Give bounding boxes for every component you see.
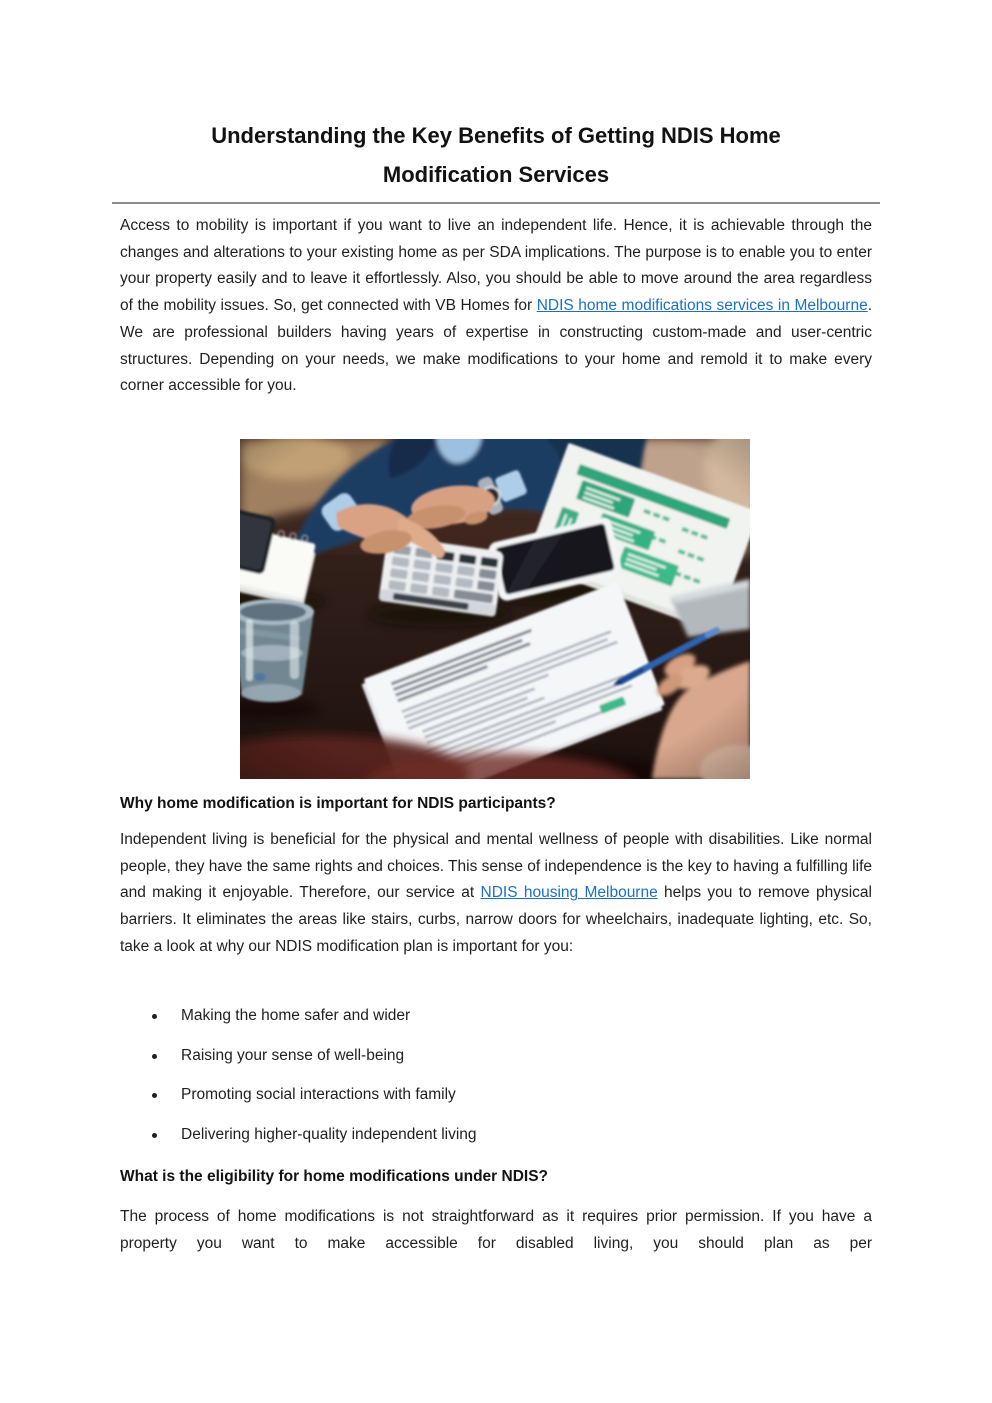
page-title-line-2: Modification Services xyxy=(382,162,610,187)
bullet-icon xyxy=(152,1133,157,1138)
list-item-independent-living xyxy=(120,1122,872,1149)
benefits-list xyxy=(120,1003,872,1162)
bullet-text: Promoting social interactions with family xyxy=(181,1086,456,1104)
intro-paragraph xyxy=(120,213,872,400)
bullet-icon xyxy=(152,1093,157,1098)
why-important-paragraph xyxy=(120,827,872,961)
section-heading-eligibility: What is the eligibility for home modifications under NDIS? xyxy=(120,1168,548,1185)
meeting-photo-illustration xyxy=(240,439,750,779)
page-title-line-1: Understanding the Key Benefits of Getting NDIS Home xyxy=(211,123,781,148)
link-ndis-home-modifications-melbourne[interactable]: NDIS home modifications services in Melbourne xyxy=(536,297,868,315)
why-text-after-link: helps you to remove physical barriers. It eliminates the areas like stairs, curbs, narrow doors for wheelchairs, inadequate lighting, etc. So, take a look at why our NDIS modification plan is important for you: xyxy=(120,884,872,955)
bullet-text: Delivering higher-quality independent living xyxy=(181,1126,477,1144)
list-item-safer-wider xyxy=(120,1003,872,1030)
bullet-icon xyxy=(152,1014,157,1019)
why-text-before-link: Independent living is beneficial for the physical and mental wellness of people with disabilities. Like normal people, they have the same rights and choices. This sense of independence is the key to having a fulfilling life and making it enjoyable. Therefore, our service at xyxy=(120,831,872,902)
title-underline-rule xyxy=(112,202,880,204)
meeting-photo xyxy=(240,439,750,779)
intro-text-before-link: Access to mobility is important if you want to live an independent life. Hence, it is achievable through the changes and alterations to your existing home as per SDA implications. The purpose is to enable you to enter your property easily and to leave it effortlessly. Also, you should be able to move around the area regardless of the mobility issues. So, get connected with VB Homes for xyxy=(120,217,872,315)
bullet-text: Making the home safer and wider xyxy=(181,1007,411,1024)
intro-text-after-link: . We are professional builders having years of expertise in constructing custom-made and user-centric structures. Depending on your needs, we make modifications to your home and remold it to make every corner accessible for you. xyxy=(120,297,873,395)
list-item-social-interactions xyxy=(120,1082,872,1109)
link-ndis-housing-melbourne[interactable]: NDIS housing Melbourne xyxy=(480,884,658,902)
list-item-well-being xyxy=(120,1043,872,1070)
bullet-icon xyxy=(152,1054,157,1059)
section-heading-why-important: Why home modification is important for NDIS participants? xyxy=(120,795,556,812)
bullet-text: Raising your sense of well-being xyxy=(181,1046,405,1064)
photo-vignette xyxy=(240,439,750,779)
eligibility-paragraph: The process of home modifications is not straightforward as it requires prior permission. If you have a property you want to make accessible for disabled living, you should plan as per xyxy=(120,1208,872,1252)
page-title xyxy=(120,116,872,194)
